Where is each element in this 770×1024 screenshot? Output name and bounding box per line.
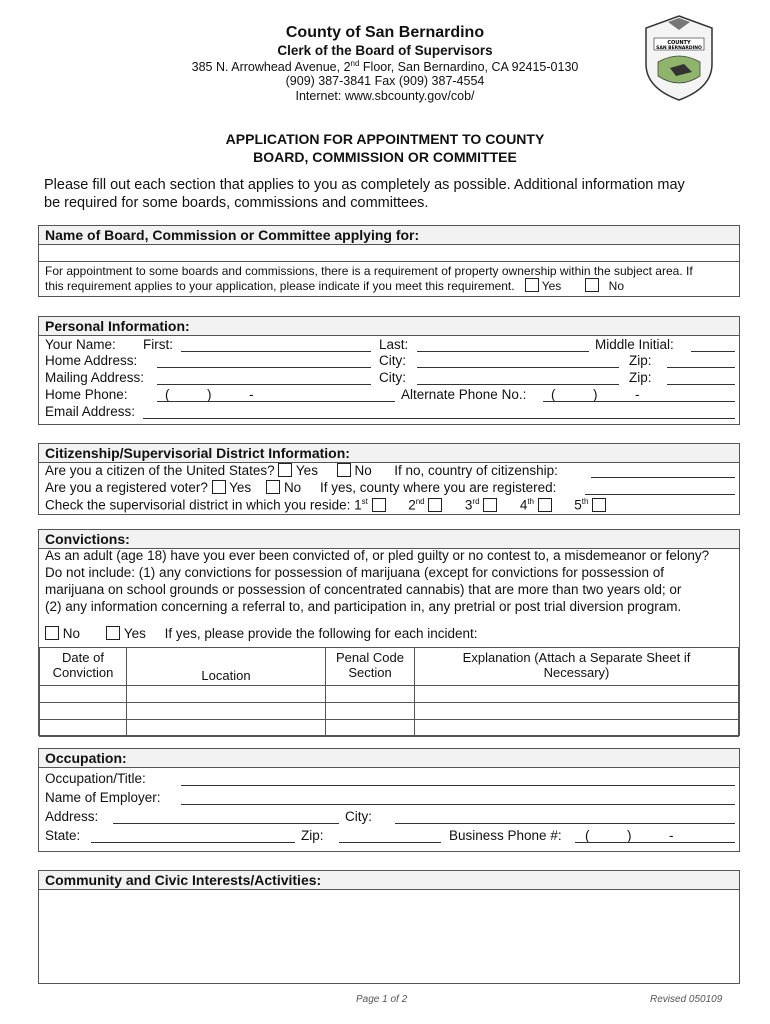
page-number: Page 1 of 2	[356, 994, 408, 1005]
voter-question-row	[45, 480, 556, 495]
convictions-question-line4: (2) any information concerning a referral to, and participation in, any pretrial or post trial diversion program.	[45, 599, 682, 614]
board-name-field[interactable]	[39, 245, 739, 262]
ownership-note-line1: For appointment to some boards and commissions, there is a requirement of property ownership within the subject area. If	[45, 264, 693, 278]
business-phone-field[interactable]	[575, 842, 735, 843]
table-row[interactable]	[40, 703, 739, 720]
your-name-label: Your Name:	[45, 337, 116, 352]
district-question: Check the supervisorial district in which you reside:	[45, 497, 351, 513]
convictions-question-line2: Do not include: (1) any convictions for possession of marijuana (except for convictions for possession of	[45, 565, 665, 580]
business-phone-label: Business Phone #:	[449, 828, 562, 843]
svg-text:COUNTY: COUNTY	[667, 40, 691, 46]
personal-section-title: Personal Information:	[39, 317, 739, 336]
board-section-title: Name of Board, Commission or Committee applying for:	[39, 226, 739, 245]
occupation-city-label: City:	[345, 809, 372, 824]
voter-yes-checkbox[interactable]	[212, 480, 226, 494]
citizenship-section-title: Citizenship/Supervisorial District Information:	[39, 444, 739, 463]
ownership-no-checkbox[interactable]	[585, 278, 599, 292]
svg-text:SAN BERNARDINO: SAN BERNARDINO	[656, 46, 702, 51]
citizen-no-label: No	[354, 463, 372, 478]
home-zip-label: Zip:	[629, 353, 652, 368]
last-name-label: Last:	[379, 337, 409, 352]
occupation-section	[38, 748, 740, 852]
county-name: County of San Bernardino	[285, 24, 485, 41]
community-interests-field[interactable]	[39, 891, 739, 981]
office-address: 385 N. Arrowhead Avenue, 2nd Floor, San Bernardino, CA 92415-0130	[191, 59, 579, 75]
convictions-question-line1: As an adult (age 18) have you ever been convicted of, or pled guilty or no contest to, a misdemeanor or felony?	[45, 548, 710, 563]
form-title-line2: BOARD, COMMISSION OR COMMITTEE	[253, 149, 517, 165]
intro-line2: be required for some boards, commissions and committees.	[44, 195, 429, 211]
district-3-checkbox[interactable]	[483, 498, 497, 512]
convictions-yes-label: Yes	[123, 626, 146, 641]
convictions-table-header	[40, 648, 739, 686]
revision-date: Revised 050109	[650, 994, 723, 1005]
convictions-answer-row	[45, 626, 478, 641]
voter-yes-label: Yes	[229, 480, 252, 495]
occupation-zip-label: Zip:	[301, 828, 324, 843]
convictions-section	[38, 529, 740, 736]
convictions-section-title: Convictions:	[39, 530, 739, 549]
email-field[interactable]	[143, 418, 735, 419]
home-phone-label: Home Phone:	[45, 387, 128, 402]
col-explanation-header: Explanation (Attach a Separate Sheet if Necessary)	[415, 648, 739, 686]
occupation-zip-field[interactable]	[339, 842, 441, 843]
email-label: Email Address:	[45, 404, 136, 419]
employer-field[interactable]	[181, 804, 735, 805]
occupation-state-label: State:	[45, 828, 81, 843]
clerk-name: Clerk of the Board of Supervisors	[277, 43, 493, 58]
district-4-checkbox[interactable]	[538, 498, 552, 512]
voter-question: Are you a registered voter?	[45, 480, 208, 495]
home-zip-field[interactable]	[667, 367, 735, 368]
community-section-title: Community and Civic Interests/Activities:	[39, 871, 739, 890]
home-address-label: Home Address:	[45, 353, 138, 368]
alt-phone-field[interactable]	[543, 401, 735, 402]
district-5-label: 5	[574, 497, 582, 513]
district-row: Check the supervisorial district in which you reside: 1st 2nd 3rd 4th 5th	[45, 497, 606, 513]
employer-label: Name of Employer:	[45, 790, 161, 805]
mailing-address-label: Mailing Address:	[45, 370, 145, 385]
district-5-checkbox[interactable]	[592, 498, 606, 512]
ownership-note-text: this requirement applies to your application, please indicate if you meet this requirement.	[45, 279, 515, 293]
board-section	[38, 225, 740, 297]
citizen-question-row	[45, 463, 558, 478]
convictions-no-label: No	[62, 626, 81, 641]
district-2-label: 2	[408, 497, 416, 513]
intro-line1: Please fill out each section that applies to you as completely as possible. Additional information may	[44, 177, 685, 193]
occupation-address-field[interactable]	[113, 823, 339, 824]
occupation-state-field[interactable]	[91, 842, 295, 843]
convictions-table	[39, 647, 739, 737]
mailing-address-field[interactable]	[157, 384, 371, 385]
col-location-header: Location	[127, 648, 326, 686]
mailing-zip-field[interactable]	[667, 384, 735, 385]
district-1-label: 1	[354, 497, 362, 513]
voter-county-label: If yes, county where you are registered:	[319, 480, 557, 495]
home-city-label: City:	[379, 353, 406, 368]
district-3-label: 3	[464, 497, 473, 513]
col-penal-code-header: Penal Code Section	[326, 648, 415, 686]
voter-no-label: No	[283, 480, 302, 495]
mailing-city-field[interactable]	[417, 384, 619, 385]
district-1-checkbox[interactable]	[372, 498, 386, 512]
office-phone: (909) 387-3841 Fax (909) 387-4554	[285, 74, 485, 88]
citizenship-country-field[interactable]	[591, 477, 735, 478]
home-address-field[interactable]	[157, 367, 371, 368]
business-phone-template: ( ) -	[585, 828, 674, 843]
county-seal-logo	[640, 14, 718, 102]
occupation-address-label: Address:	[45, 809, 99, 824]
convictions-yes-checkbox[interactable]	[106, 626, 120, 640]
mailing-city-label: City:	[379, 370, 406, 385]
citizen-yes-label: Yes	[295, 463, 318, 478]
first-name-label: First:	[143, 337, 173, 352]
middle-initial-label: Middle Initial:	[595, 337, 674, 352]
home-phone-template: ( ) -	[165, 387, 254, 402]
mailing-zip-label: Zip:	[629, 370, 652, 385]
citizen-no-checkbox[interactable]	[337, 463, 351, 477]
convictions-no-checkbox[interactable]	[45, 626, 59, 640]
occupation-title-label: Occupation/Title:	[45, 771, 146, 786]
occupation-city-field[interactable]	[395, 823, 735, 824]
last-name-field[interactable]	[417, 351, 589, 352]
ownership-yes-checkbox[interactable]	[525, 278, 539, 292]
ownership-no-label: No	[608, 279, 625, 293]
office-internet: Internet: www.sbcounty.gov/cob/	[295, 89, 475, 103]
occupation-section-title: Occupation:	[39, 749, 739, 768]
community-section	[38, 870, 740, 984]
district-2-checkbox[interactable]	[428, 498, 442, 512]
occupation-title-field[interactable]	[181, 785, 735, 786]
home-city-field[interactable]	[417, 367, 619, 368]
voter-county-field[interactable]	[585, 494, 735, 495]
citizenship-section	[38, 443, 740, 515]
col-date-header: Date of Conviction	[40, 648, 127, 686]
alt-phone-template: ( ) -	[551, 387, 640, 402]
personal-section	[38, 316, 740, 425]
first-name-field[interactable]	[181, 351, 371, 352]
district-4-label: 4	[519, 497, 528, 513]
convictions-followup: If yes, please provide the following for each incident:	[164, 626, 478, 641]
citizen-question: Are you a citizen of the United States?	[45, 463, 275, 478]
form-title-line1: APPLICATION FOR APPOINTMENT TO COUNTY	[225, 131, 545, 147]
table-row[interactable]	[40, 686, 739, 703]
home-phone-field[interactable]	[157, 401, 395, 402]
table-row[interactable]	[40, 720, 739, 737]
middle-initial-field[interactable]	[691, 351, 735, 352]
convictions-question-line3: marijuana on school grounds or possession of concentrated cannabis) that are more than two years old; or	[45, 582, 682, 597]
voter-no-checkbox[interactable]	[266, 480, 280, 494]
ownership-note-line2	[45, 278, 624, 293]
citizen-yes-checkbox[interactable]	[278, 463, 292, 477]
citizenship-country-label: If no, country of citizenship:	[394, 463, 558, 478]
alt-phone-label: Alternate Phone No.:	[401, 387, 527, 402]
ownership-yes-label: Yes	[541, 279, 562, 293]
